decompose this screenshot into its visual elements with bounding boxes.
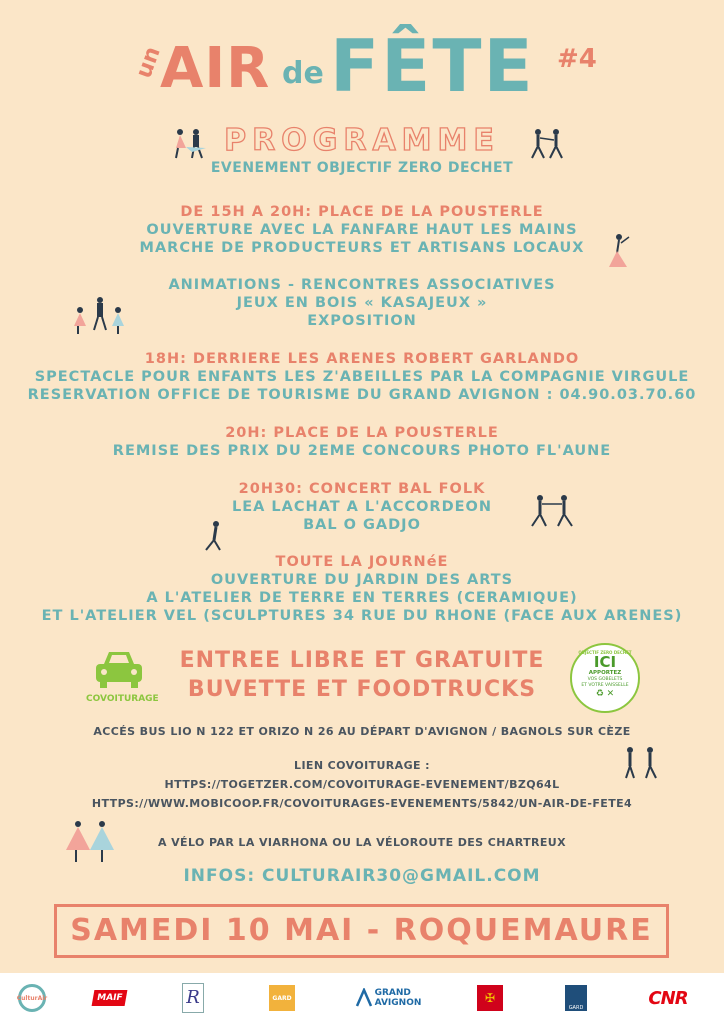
block-6-heading: TOUTE LA JOURNéE [275,554,449,570]
covoiturage-link-1[interactable]: HTTPS://TOGETZER.COM/COVOITURAGE-EVENEMENT/BZQ64L [164,778,560,791]
cutlery-icon: ♻ ✕ [595,689,615,699]
bus-info: ACCÉS BUS LIO N 122 ET ORIZO N 26 AU DÉPART D'AVIGNON / BAGNOLS SUR CÈZE [93,725,631,738]
cnr-logo-text: CNR [648,987,688,1009]
title-number: #4 [557,44,597,74]
title-fete: FÊTE [330,24,535,108]
zero-dechet-badge [570,643,640,713]
culturair-logo [14,983,50,1013]
badge-top-text: OBJECTIF ZERO DECHET [578,650,632,655]
badge-ici: ICI [593,653,617,671]
block-5-line: LEA LACHAT A L'ACCORDEON [231,499,493,515]
block-5-heading: 20H30: CONCERT BAL FOLK [238,481,486,497]
program-block-6 [0,553,724,625]
covoiturage-link-2[interactable]: HTTPS://WWW.MOBICOOP.FR/COVOITURAGES-EVENEMENTS/5842/UN-AIR-DE-FETE4 [91,797,633,810]
gard-logo [268,983,296,1013]
velo-info: A VÉLO PAR LA VIARHONA OU LA VÉLOROUTE DES CHARTREUX [157,836,566,849]
roquemaure-logo-text: R [182,983,204,1013]
roquemaure-logo [180,983,206,1013]
program-block-3 [0,350,724,404]
block-4-heading: 20H: PLACE DE LA POUSTERLE [225,425,499,441]
covoiturage-label: COVOITURAGE [86,694,159,704]
grand-avignon-line1: GRAND [374,988,411,998]
block-2-line: ANIMATIONS - RENCONTRES ASSOCIATIVES [168,277,556,293]
buvette-foodtrucks: BUVETTE ET FOODTRUCKS [187,677,537,702]
badge-line: ET VOTRE VAISSELLE [581,683,629,688]
grand-avignon-logo [346,983,430,1013]
program-block-5 [0,480,724,534]
block-6-line: ET L'ATELIER VEL (SCULPTURES 34 RUE DU RHONE (FACE AUX ARENES) [41,608,683,624]
block-1-heading: DE 15H A 20H: PLACE DE LA POUSTERLE [180,204,544,220]
block-6-line: OUVERTURE DU JARDIN DES ARTS [210,572,514,588]
sponsor-footer [0,973,724,1024]
entree-libre: ENTREE LIBRE ET GRATUITE [179,648,545,673]
maif-logo [92,983,128,1013]
objectif-subtitle: EVENEMENT OBJECTIF ZERO DECHET [210,160,514,176]
block-3-heading: 18H: DERRIERE LES ARENES ROBERT GARLANDO [144,351,580,367]
block-1-line: MARCHE DE PRODUCTEURS ET ARTISANS LOCAUX [139,240,585,256]
program-block-1 [0,203,724,257]
gard-dept-logo-text: GARD [565,985,587,1011]
block-2-line: JEUX EN BOIS « KASAJEUX » [236,295,488,311]
event-date: SAMEDI 10 MAI - ROQUEMAURE [54,904,669,958]
grand-avignon-icon [355,988,373,1008]
block-6-line: A L'ATELIER DE TERRE EN TERRES (CERAMIQUE) [146,590,578,606]
gard-logo-text: GARD [269,985,295,1011]
cnr-logo [638,983,698,1013]
grand-avignon-line2: AVIGNON [374,998,422,1008]
lien-covoiturage-label: LIEN COVOITURAGE : [294,759,430,772]
dancers-illustration [166,128,214,160]
block-3-line: RESERVATION OFFICE DE TOURISME DU GRAND AVIGNON : 04.90.03.70.60 [27,387,697,403]
block-2-line: EXPOSITION [307,313,417,329]
infos-email[interactable]: INFOS: CULTURAIR30@GMAIL.COM [183,866,541,886]
programme-heading: PROGRAMME [224,123,500,158]
occitanie-logo [476,983,504,1013]
block-1-line: OUVERTURE AVEC LA FANFARE HAUT LES MAINS [146,222,578,238]
block-4-line: REMISE DES PRIX DU 2EME CONCOURS PHOTO FL'AUNE [112,443,612,459]
program-block-2 [0,276,724,330]
block-5-line: BAL O GADJO [303,517,421,533]
block-3-line: SPECTACLE POUR ENFANTS LES Z'ABEILLES PAR LA COMPAGNIE VIRGULE [34,369,690,385]
culturair-logo-text: CulturAir [18,984,46,1012]
maif-logo-text: MAIF [92,990,128,1006]
gard-dept-logo [564,983,588,1013]
title-de: de [282,56,324,91]
title-un: un [131,43,166,82]
badge-line: VOS GOBELETS [587,677,623,682]
title-air: AIR [160,36,271,101]
dancers-illustration [528,128,568,160]
badge-line: APPORTEZ [588,670,622,676]
program-block-4 [0,424,724,460]
occitanie-cross-icon: ✠ [477,985,503,1011]
